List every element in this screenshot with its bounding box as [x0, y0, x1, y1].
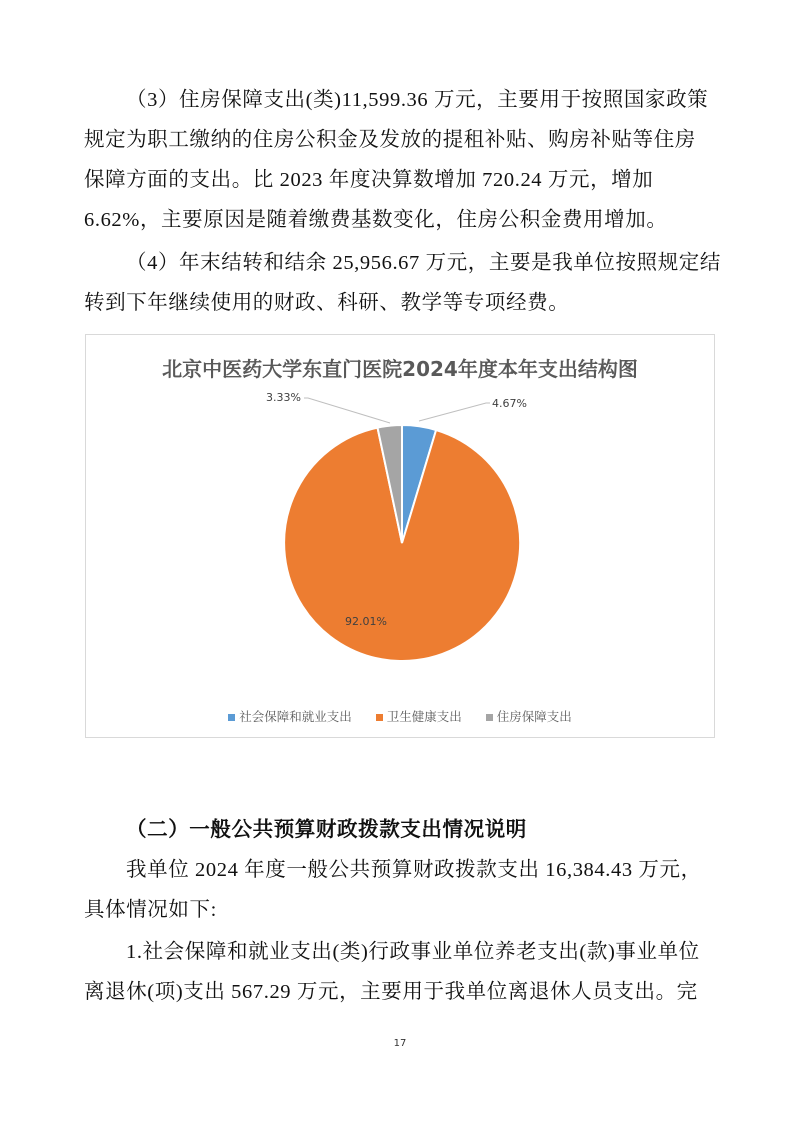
chart-title: 北京中医药大学东直门医院2024年度本年支出结构图	[162, 357, 638, 381]
leader-line	[419, 403, 490, 421]
legend-swatch-gray	[486, 714, 493, 721]
text-line: 1.社会保障和就业支出(类)行政事业单位养老支出(款)事业单位	[126, 941, 700, 963]
paragraph-general-budget	[84, 850, 724, 930]
text-line: 具体情况如下:	[84, 899, 217, 921]
text-line: 离退休(项)支出 567.29 万元，主要用于我单位离退休人员支出。完	[84, 981, 698, 1003]
text-line: 保障方面的支出。比 2023 年度决算数增加 720.24 万元，增加	[84, 169, 654, 191]
legend-item-housing: 住房保障支出	[486, 707, 572, 725]
slice-label-social-security: 4.67%	[492, 397, 527, 410]
paragraph-year-end-balance	[84, 243, 724, 323]
pie-chart	[85, 334, 715, 738]
text-line: 我单位 2024 年度一般公共预算财政拨款支出 16,384.43 万元，	[126, 859, 702, 881]
slice-label-housing: 3.33%	[266, 391, 301, 404]
legend-swatch-blue	[228, 714, 235, 721]
legend-swatch-orange	[376, 714, 383, 721]
text-line: 转到下年继续使用的财政、科研、教学等专项经费。	[84, 292, 570, 314]
chart-legend	[86, 707, 714, 725]
pie-plot	[86, 335, 716, 739]
text-line: 6.62%，主要原因是随着缴费基数变化，住房公积金费用增加。	[84, 209, 668, 231]
legend-item-social-security: 社会保障和就业支出	[228, 707, 352, 725]
paragraph-item-1	[84, 932, 724, 1012]
page-number: 17	[393, 1038, 407, 1049]
slice-label-health: 92.01%	[345, 615, 387, 628]
text-line: （3）住房保障支出(类)11,599.36 万元，主要用于按照国家政策	[126, 89, 709, 111]
legend-item-health: 卫生健康支出	[376, 707, 462, 725]
text-line: （4）年末结转和结余 25,956.67 万元，主要是我单位按照规定结	[126, 252, 721, 274]
text-line: 规定为职工缴纳的住房公积金及发放的提租补贴、购房补贴等住房	[84, 129, 696, 151]
leader-line	[304, 398, 390, 423]
paragraph-housing-expenditure	[84, 80, 724, 240]
section-heading: （二）一般公共预算财政拨款支出情况说明	[126, 819, 527, 841]
